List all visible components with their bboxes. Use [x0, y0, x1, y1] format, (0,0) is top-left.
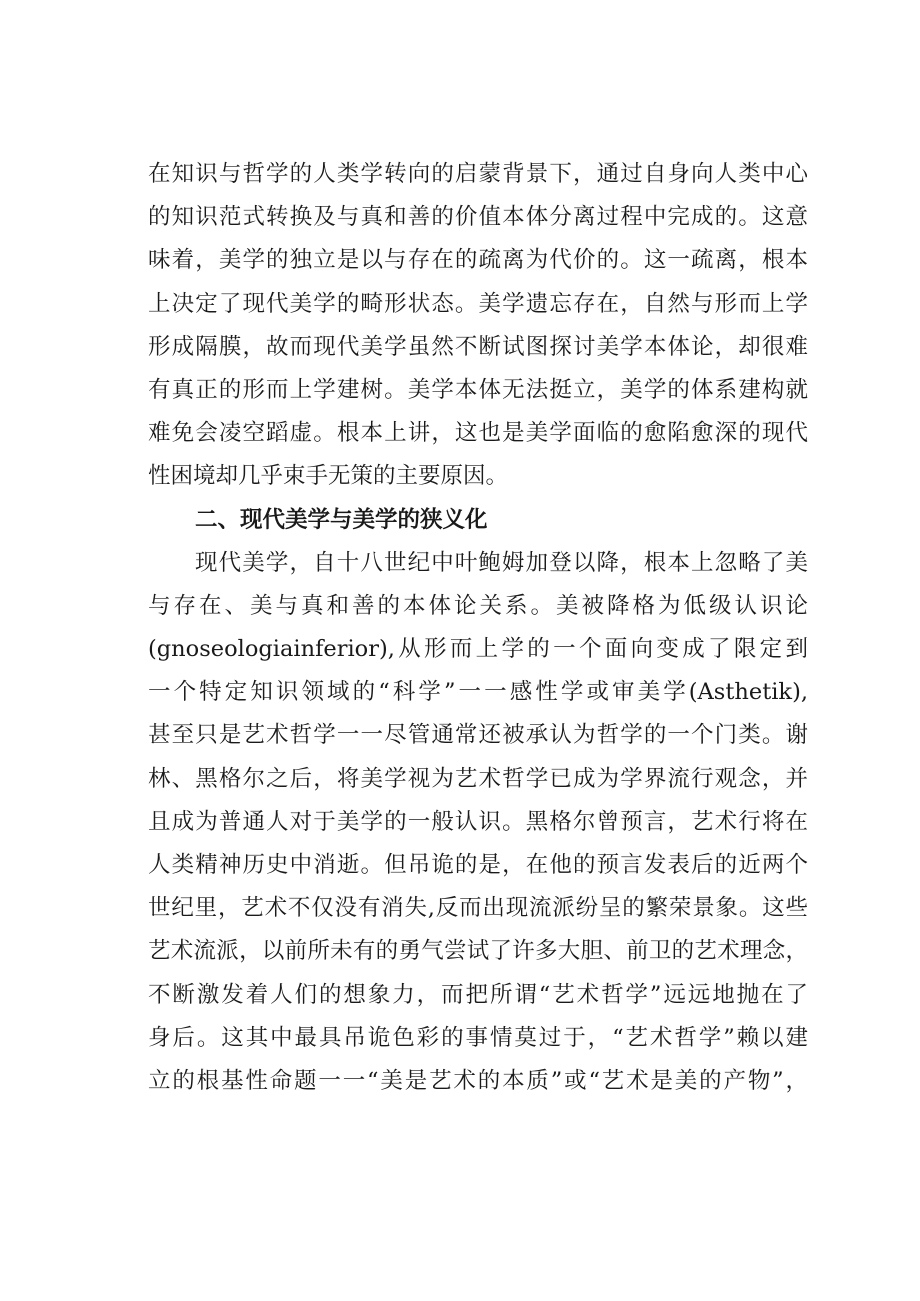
paragraph-line: 且成为普通人对于美学的一般认识。黑格尔曾预言，艺术行将在 — [148, 808, 808, 835]
paragraph-line: 的知识范式转换及与真和善的价值本体分离过程中完成的。这意 — [148, 204, 808, 231]
paragraph-line: 艺术流派，以前所未有的勇气尝试了许多大胆、前卫的艺术理念， — [148, 938, 808, 965]
paragraph-line: 味着，美学的独立是以与存在的疏离为代价的。这一疏离，根本 — [148, 247, 808, 274]
paragraph-line: 世纪里，艺术不仅没有消失,反而出现流派纷呈的繁荣景象。这些 — [148, 895, 808, 922]
paragraph-line: 立的根基性命题一一“美是艺术的本质”或“艺术是美的产物”， — [148, 1067, 808, 1094]
body-text — [148, 153, 808, 1103]
paragraph-line: 身后。这其中最具吊诡色彩的事情莫过于，“艺术哲学”赖以建 — [148, 1024, 808, 1051]
paragraph-1 — [148, 153, 808, 499]
section-heading: 二、现代美学与美学的狭义化 — [195, 506, 488, 533]
paragraph-line: 上决定了现代美学的畸形状态。美学遗忘存在，自然与形而上学 — [148, 290, 808, 317]
paragraph-line: 与存在、美与真和善的本体论关系。美被降格为低级认识论 — [148, 592, 808, 619]
paragraph-line: 甚至只是艺术哲学一一尽管通常还被承认为哲学的一个门类。谢 — [148, 722, 808, 749]
paragraph-line: 难免会凌空蹈虚。根本上讲，这也是美学面临的愈陷愈深的现代 — [148, 420, 808, 447]
paragraph-line: 在知识与哲学的人类学转向的启蒙背景下，通过自身向人类中心 — [148, 161, 808, 187]
paragraph-line: 性困境却几乎束手无策的主要原因。 — [148, 463, 509, 490]
paragraph-line: 形成隔膜，故而现代美学虽然不断试图探讨美学本体论，却很难 — [148, 333, 808, 360]
paragraph-line: 林、黑格尔之后，将美学视为艺术哲学已成为学界流行观念，并 — [148, 765, 808, 792]
paragraph-line: 有真正的形而上学建树。美学本体无法挺立，美学的体系建构就 — [148, 376, 808, 403]
paragraph-line: 不断激发着人们的想象力，而把所谓“艺术哲学”远远地抛在了 — [148, 981, 808, 1008]
paragraph-line: 一个特定知识领域的“科学”一一感性学或审美学(Asthetik), — [148, 679, 808, 706]
paragraph-line: (gnoseologiainferior),从形而上学的一个面向变成了限定到 — [148, 636, 808, 663]
paragraph-line: 现代美学，自十八世纪中叶鲍姆加登以降，根本上忽略了美 — [195, 549, 808, 576]
paragraph-line: 人类精神历史中消逝。但吊诡的是，在他的预言发表后的近两个 — [148, 852, 808, 878]
paragraph-2 — [148, 542, 808, 1103]
